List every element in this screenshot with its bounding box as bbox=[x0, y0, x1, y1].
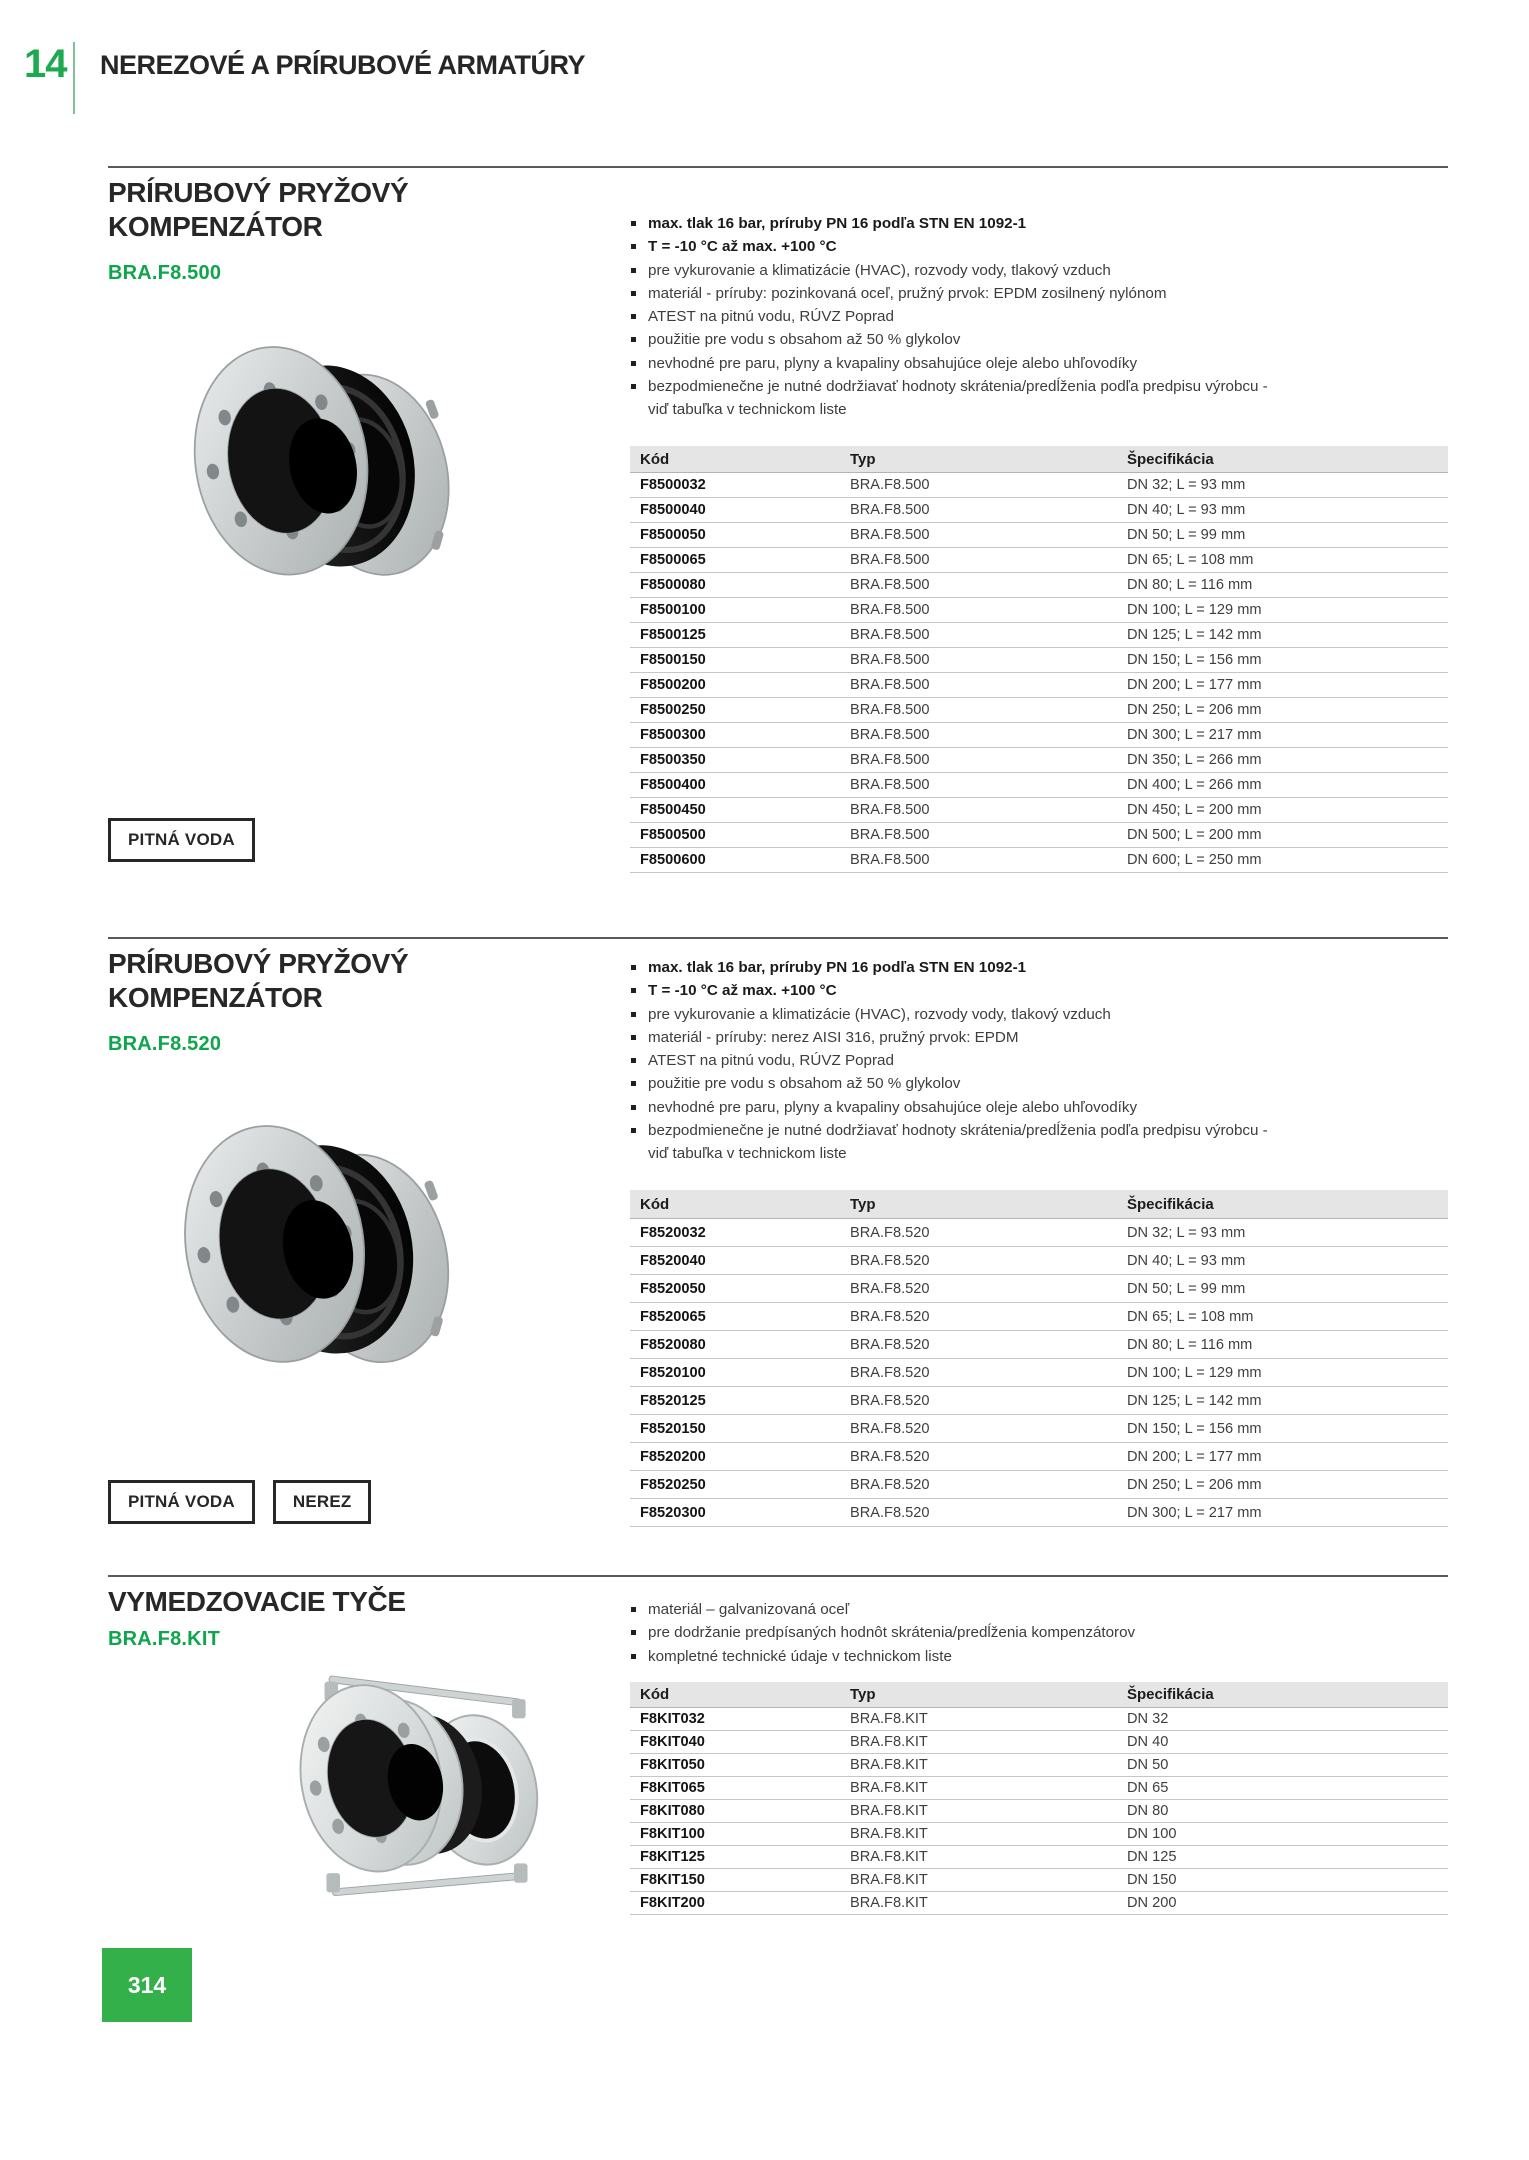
cell-code: F8500065 bbox=[630, 548, 840, 573]
table-row bbox=[630, 1387, 1448, 1415]
cell-code: F8KIT050 bbox=[630, 1754, 840, 1777]
cell-code: F8500200 bbox=[630, 673, 840, 698]
bullet-text: pre vykurovanie a klimatizácie (HVAC), rozvody vody, tlakový vzduch bbox=[648, 261, 1111, 279]
cell-code: F8500600 bbox=[630, 848, 840, 873]
feature-list bbox=[630, 212, 1276, 422]
cell-type: BRA.F8.520 bbox=[840, 1219, 1117, 1247]
cell-type: BRA.F8.KIT bbox=[840, 1846, 1117, 1869]
product-code: BRA.F8.500 bbox=[108, 262, 222, 284]
cell-spec: DN 40; L = 93 mm bbox=[1117, 1247, 1448, 1275]
table-row bbox=[630, 1471, 1448, 1499]
cell-code: F8500250 bbox=[630, 698, 840, 723]
product-title-line: KOMPENZÁTOR bbox=[108, 211, 323, 242]
table-row bbox=[630, 823, 1448, 848]
table-row bbox=[630, 698, 1448, 723]
cell-spec: DN 100; L = 129 mm bbox=[1117, 598, 1448, 623]
product-code: BRA.F8.KIT bbox=[108, 1628, 220, 1650]
chapter-number: 14 bbox=[24, 42, 67, 86]
bullet-item bbox=[630, 1049, 1276, 1072]
bullet-item bbox=[630, 282, 1276, 305]
cell-type: BRA.F8.500 bbox=[840, 823, 1117, 848]
table-header-type: Typ bbox=[840, 1190, 1117, 1219]
page-number: 314 bbox=[127, 1971, 167, 1998]
table-row bbox=[630, 498, 1448, 523]
cell-type: BRA.F8.KIT bbox=[840, 1869, 1117, 1892]
cell-spec: DN 450; L = 200 mm bbox=[1117, 798, 1448, 823]
cell-spec: DN 125 bbox=[1117, 1846, 1448, 1869]
bullet-text: bezpodmienečne je nutné dodržiavať hodnoty skrátenia/predĺženia podľa predpisu výrobcu - viď tabuľka v technickom liste bbox=[648, 1122, 1268, 1163]
bullet-text: pre vykurovanie a klimatizácie (HVAC), rozvody vody, tlakový vzduch bbox=[648, 1005, 1111, 1023]
table-row bbox=[630, 1443, 1448, 1471]
cell-code: F8500032 bbox=[630, 473, 840, 498]
bullet-item bbox=[630, 235, 1276, 258]
cell-type: BRA.F8.500 bbox=[840, 848, 1117, 873]
cell-spec: DN 65 bbox=[1117, 1777, 1448, 1800]
cell-code: F8500040 bbox=[630, 498, 840, 523]
table-header-type: Typ bbox=[840, 1682, 1117, 1708]
cell-spec: DN 250; L = 206 mm bbox=[1117, 698, 1448, 723]
bullet-item bbox=[630, 328, 1276, 351]
cell-spec: DN 200; L = 177 mm bbox=[1117, 1443, 1448, 1471]
bullet-item bbox=[630, 1072, 1276, 1095]
bullet-marker-icon bbox=[631, 291, 636, 296]
table-row bbox=[630, 1415, 1448, 1443]
cell-code: F8500080 bbox=[630, 573, 840, 598]
cell-type: BRA.F8.KIT bbox=[840, 1777, 1117, 1800]
cell-spec: DN 200; L = 177 mm bbox=[1117, 673, 1448, 698]
cell-code: F8500300 bbox=[630, 723, 840, 748]
bullet-marker-icon bbox=[631, 1035, 636, 1040]
cell-spec: DN 400; L = 266 mm bbox=[1117, 773, 1448, 798]
cell-spec: DN 300; L = 217 mm bbox=[1117, 723, 1448, 748]
bullet-item bbox=[630, 212, 1276, 235]
bullet-marker-icon bbox=[631, 988, 636, 993]
section-divider bbox=[108, 1575, 1448, 1577]
bullet-marker-icon bbox=[631, 337, 636, 342]
cell-code: F8520100 bbox=[630, 1359, 840, 1387]
product-title-line: PRÍRUBOVÝ PRYŽOVÝ bbox=[108, 177, 409, 208]
feature-list bbox=[630, 1598, 1276, 1668]
cell-type: BRA.F8.500 bbox=[840, 473, 1117, 498]
bullet-marker-icon bbox=[631, 1630, 636, 1635]
bullet-item bbox=[630, 1621, 1276, 1644]
bullet-marker-icon bbox=[631, 1128, 636, 1133]
table-row bbox=[630, 473, 1448, 498]
badge-pitna-voda: PITNÁ VODA bbox=[108, 818, 255, 862]
cell-type: BRA.F8.520 bbox=[840, 1331, 1117, 1359]
section-divider bbox=[108, 166, 1448, 168]
cell-code: F8KIT065 bbox=[630, 1777, 840, 1800]
cell-spec: DN 200 bbox=[1117, 1892, 1448, 1915]
cell-spec: DN 600; L = 250 mm bbox=[1117, 848, 1448, 873]
table-row bbox=[630, 1359, 1448, 1387]
table-row bbox=[630, 648, 1448, 673]
cell-spec: DN 125; L = 142 mm bbox=[1117, 1387, 1448, 1415]
cell-code: F8500400 bbox=[630, 773, 840, 798]
cell-spec: DN 150; L = 156 mm bbox=[1117, 648, 1448, 673]
cell-spec: DN 32; L = 93 mm bbox=[1117, 473, 1448, 498]
bullet-text: kompletné technické údaje v technickom liste bbox=[648, 1647, 952, 1665]
cell-spec: DN 50; L = 99 mm bbox=[1117, 1275, 1448, 1303]
cell-spec: DN 300; L = 217 mm bbox=[1117, 1499, 1448, 1527]
bullet-marker-icon bbox=[631, 1058, 636, 1063]
table-header-spec: Špecifikácia bbox=[1117, 1682, 1448, 1708]
bullet-text: ATEST na pitnú vodu, RÚVZ Poprad bbox=[648, 308, 894, 326]
cell-type: BRA.F8.500 bbox=[840, 623, 1117, 648]
product-image-compensator bbox=[192, 292, 454, 647]
table-header-code: Kód bbox=[630, 1682, 840, 1708]
table-row bbox=[630, 523, 1448, 548]
cell-type: BRA.F8.500 bbox=[840, 773, 1117, 798]
bullet-text: bezpodmienečne je nutné dodržiavať hodnoty skrátenia/predĺženia podľa predpisu výrobcu - viď tabuľka v technickom liste bbox=[648, 378, 1268, 419]
cell-type: BRA.F8.KIT bbox=[840, 1708, 1117, 1731]
badge-group bbox=[108, 818, 255, 862]
cell-spec: DN 100; L = 129 mm bbox=[1117, 1359, 1448, 1387]
table-row bbox=[630, 1800, 1448, 1823]
bullet-marker-icon bbox=[631, 1654, 636, 1659]
bullet-text: T = -10 °C až max. +100 °C bbox=[648, 982, 837, 1000]
cell-spec: DN 250; L = 206 mm bbox=[1117, 1471, 1448, 1499]
table-header-spec: Špecifikácia bbox=[1117, 446, 1448, 473]
cell-type: BRA.F8.520 bbox=[840, 1415, 1117, 1443]
bullet-item bbox=[630, 305, 1276, 328]
cell-type: BRA.F8.500 bbox=[840, 498, 1117, 523]
badge-pitna-voda: PITNÁ VODA bbox=[108, 1480, 255, 1524]
table-header-row bbox=[630, 1682, 1448, 1708]
bullet-marker-icon bbox=[631, 965, 636, 970]
cell-type: BRA.F8.520 bbox=[840, 1499, 1117, 1527]
cell-type: BRA.F8.500 bbox=[840, 548, 1117, 573]
section-divider bbox=[108, 937, 1448, 939]
bullet-text: ATEST na pitnú vodu, RÚVZ Poprad bbox=[648, 1052, 894, 1070]
table-row bbox=[630, 1754, 1448, 1777]
product-title-line: PRÍRUBOVÝ PRYŽOVÝ bbox=[108, 948, 409, 979]
cell-type: BRA.F8.520 bbox=[840, 1303, 1117, 1331]
cell-code: F8KIT200 bbox=[630, 1892, 840, 1915]
cell-code: F8500500 bbox=[630, 823, 840, 848]
bullet-marker-icon bbox=[631, 361, 636, 366]
cell-code: F8520200 bbox=[630, 1443, 840, 1471]
cell-spec: DN 50; L = 99 mm bbox=[1117, 523, 1448, 548]
table-row bbox=[630, 548, 1448, 573]
cell-code: F8KIT080 bbox=[630, 1800, 840, 1823]
cell-type: BRA.F8.500 bbox=[840, 573, 1117, 598]
feature-list bbox=[630, 956, 1276, 1166]
chapter-divider bbox=[73, 42, 75, 114]
cell-code: F8KIT032 bbox=[630, 1708, 840, 1731]
cell-code: F8500450 bbox=[630, 798, 840, 823]
cell-code: F8500150 bbox=[630, 648, 840, 673]
cell-type: BRA.F8.500 bbox=[840, 698, 1117, 723]
table-row bbox=[630, 1708, 1448, 1731]
cell-type: BRA.F8.500 bbox=[840, 648, 1117, 673]
bullet-text: materiál - príruby: nerez AISI 316, pružný prvok: EPDM bbox=[648, 1028, 1019, 1046]
table-row bbox=[630, 623, 1448, 648]
bullet-text: materiál – galvanizovaná oceľ bbox=[648, 1601, 850, 1618]
cell-type: BRA.F8.520 bbox=[840, 1471, 1117, 1499]
table-header-row bbox=[630, 446, 1448, 473]
bullet-item bbox=[630, 1598, 1276, 1621]
bullet-text: nevhodné pre paru, plyny a kvapaliny obsahujúce oleje alebo uhľovodíky bbox=[648, 354, 1138, 372]
cell-spec: DN 40 bbox=[1117, 1731, 1448, 1754]
bullet-marker-icon bbox=[631, 268, 636, 273]
bullet-text: nevhodné pre paru, plyny a kvapaliny obsahujúce oleje alebo uhľovodíky bbox=[648, 1098, 1138, 1116]
table-row bbox=[630, 1846, 1448, 1869]
cell-spec: DN 80; L = 116 mm bbox=[1117, 573, 1448, 598]
cell-code: F8500125 bbox=[630, 623, 840, 648]
table-row bbox=[630, 573, 1448, 598]
cell-spec: DN 100 bbox=[1117, 1823, 1448, 1846]
cell-spec: DN 500; L = 200 mm bbox=[1117, 823, 1448, 848]
cell-spec: DN 80; L = 116 mm bbox=[1117, 1331, 1448, 1359]
cell-code: F8500350 bbox=[630, 748, 840, 773]
cell-spec: DN 150 bbox=[1117, 1869, 1448, 1892]
table-row bbox=[630, 1275, 1448, 1303]
product-title-line: VYMEDZOVACIE TYČE bbox=[108, 1586, 406, 1617]
table-row bbox=[630, 798, 1448, 823]
product-title bbox=[108, 176, 408, 244]
cell-type: BRA.F8.520 bbox=[840, 1359, 1117, 1387]
badge-group bbox=[108, 1480, 371, 1524]
cell-code: F8520150 bbox=[630, 1415, 840, 1443]
table-row bbox=[630, 1247, 1448, 1275]
product-image-limit-rod-kit bbox=[282, 1642, 572, 1934]
bullet-text: použitie pre vodu s obsahom až 50 % glykolov bbox=[648, 1075, 961, 1093]
cell-type: BRA.F8.KIT bbox=[840, 1892, 1117, 1915]
table-header-code: Kód bbox=[630, 446, 840, 473]
table-row bbox=[630, 748, 1448, 773]
cell-type: BRA.F8.KIT bbox=[840, 1731, 1117, 1754]
bullet-text: materiál - príruby: pozinkovaná oceľ, pružný prvok: EPDM zosilnený nylónom bbox=[648, 284, 1167, 302]
bullet-item bbox=[630, 1645, 1276, 1668]
cell-code: F8520080 bbox=[630, 1331, 840, 1359]
bullet-text: T = -10 °C až max. +100 °C bbox=[648, 238, 837, 256]
table-header-code: Kód bbox=[630, 1190, 840, 1219]
bullet-item bbox=[630, 352, 1276, 375]
bullet-item bbox=[630, 1026, 1276, 1049]
product-title bbox=[108, 947, 408, 1015]
table-row bbox=[630, 1869, 1448, 1892]
table-row bbox=[630, 1777, 1448, 1800]
table-row bbox=[630, 1892, 1448, 1915]
table-row bbox=[630, 1823, 1448, 1846]
cell-code: F8520050 bbox=[630, 1275, 840, 1303]
page-number-box bbox=[102, 1948, 192, 2022]
cell-code: F8KIT040 bbox=[630, 1731, 840, 1754]
bullet-text: použitie pre vodu s obsahom až 50 % glykolov bbox=[648, 331, 961, 349]
cell-code: F8520300 bbox=[630, 1499, 840, 1527]
cell-spec: DN 350; L = 266 mm bbox=[1117, 748, 1448, 773]
bullet-marker-icon bbox=[631, 384, 636, 389]
bullet-marker-icon bbox=[631, 1607, 636, 1612]
table-row bbox=[630, 1331, 1448, 1359]
bullet-text: max. tlak 16 bar, príruby PN 16 podľa STN EN 1092-1 bbox=[648, 215, 1027, 232]
table-row bbox=[630, 773, 1448, 798]
cell-type: BRA.F8.500 bbox=[840, 598, 1117, 623]
cell-type: BRA.F8.KIT bbox=[840, 1754, 1117, 1777]
table-row bbox=[630, 1303, 1448, 1331]
cell-type: BRA.F8.500 bbox=[840, 798, 1117, 823]
product-image-compensator bbox=[168, 1072, 468, 1434]
bullet-marker-icon bbox=[631, 244, 636, 249]
product-title bbox=[108, 1585, 406, 1619]
cell-type: BRA.F8.KIT bbox=[840, 1823, 1117, 1846]
cell-spec: DN 65; L = 108 mm bbox=[1117, 1303, 1448, 1331]
table-header-spec: Špecifikácia bbox=[1117, 1190, 1448, 1219]
cell-spec: DN 125; L = 142 mm bbox=[1117, 623, 1448, 648]
bullet-item bbox=[630, 375, 1276, 422]
table-row bbox=[630, 723, 1448, 748]
cell-code: F8KIT125 bbox=[630, 1846, 840, 1869]
cell-code: F8520250 bbox=[630, 1471, 840, 1499]
cell-code: F8520125 bbox=[630, 1387, 840, 1415]
table-header-type: Typ bbox=[840, 446, 1117, 473]
cell-spec: DN 80 bbox=[1117, 1800, 1448, 1823]
product-title-line: KOMPENZÁTOR bbox=[108, 982, 323, 1013]
table-row bbox=[630, 848, 1448, 873]
badge-nerez: NEREZ bbox=[273, 1480, 372, 1524]
product-table bbox=[630, 446, 1448, 873]
cell-type: BRA.F8.520 bbox=[840, 1443, 1117, 1471]
cell-type: BRA.F8.500 bbox=[840, 523, 1117, 548]
cell-spec: DN 50 bbox=[1117, 1754, 1448, 1777]
cell-code: F8KIT150 bbox=[630, 1869, 840, 1892]
bullet-text: max. tlak 16 bar, príruby PN 16 podľa STN EN 1092-1 bbox=[648, 959, 1027, 976]
cell-spec: DN 32; L = 93 mm bbox=[1117, 1219, 1448, 1247]
cell-code: F8KIT100 bbox=[630, 1823, 840, 1846]
product-code: BRA.F8.520 bbox=[108, 1033, 222, 1055]
product-table bbox=[630, 1190, 1448, 1527]
bullet-item bbox=[630, 1119, 1276, 1166]
bullet-marker-icon bbox=[631, 221, 636, 226]
bullet-marker-icon bbox=[631, 314, 636, 319]
cell-code: F8520032 bbox=[630, 1219, 840, 1247]
bullet-marker-icon bbox=[631, 1105, 636, 1110]
cell-code: F8500050 bbox=[630, 523, 840, 548]
cell-code: F8500100 bbox=[630, 598, 840, 623]
cell-spec: DN 32 bbox=[1117, 1708, 1448, 1731]
cell-spec: DN 40; L = 93 mm bbox=[1117, 498, 1448, 523]
table-row bbox=[630, 1731, 1448, 1754]
cell-type: BRA.F8.KIT bbox=[840, 1800, 1117, 1823]
bullet-item bbox=[630, 956, 1276, 979]
cell-type: BRA.F8.520 bbox=[840, 1275, 1117, 1303]
bullet-marker-icon bbox=[631, 1012, 636, 1017]
table-row bbox=[630, 1499, 1448, 1527]
page-title: NEREZOVÉ A PRÍRUBOVÉ ARMATÚRY bbox=[100, 50, 586, 80]
cell-code: F8520040 bbox=[630, 1247, 840, 1275]
bullet-item bbox=[630, 1096, 1276, 1119]
bullet-marker-icon bbox=[631, 1081, 636, 1086]
bullet-item bbox=[630, 259, 1276, 282]
table-row bbox=[630, 1219, 1448, 1247]
cell-type: BRA.F8.500 bbox=[840, 723, 1117, 748]
cell-type: BRA.F8.500 bbox=[840, 748, 1117, 773]
cell-type: BRA.F8.520 bbox=[840, 1247, 1117, 1275]
cell-spec: DN 65; L = 108 mm bbox=[1117, 548, 1448, 573]
cell-type: BRA.F8.500 bbox=[840, 673, 1117, 698]
bullet-item bbox=[630, 979, 1276, 1002]
table-row bbox=[630, 598, 1448, 623]
table-row bbox=[630, 673, 1448, 698]
cell-type: BRA.F8.520 bbox=[840, 1387, 1117, 1415]
cell-spec: DN 150; L = 156 mm bbox=[1117, 1415, 1448, 1443]
table-header-row bbox=[630, 1190, 1448, 1219]
product-table bbox=[630, 1682, 1448, 1915]
bullet-item bbox=[630, 1003, 1276, 1026]
bullet-text: pre dodržanie predpísaných hodnôt skrátenia/predĺženia kompenzátorov bbox=[648, 1624, 1136, 1642]
cell-code: F8520065 bbox=[630, 1303, 840, 1331]
